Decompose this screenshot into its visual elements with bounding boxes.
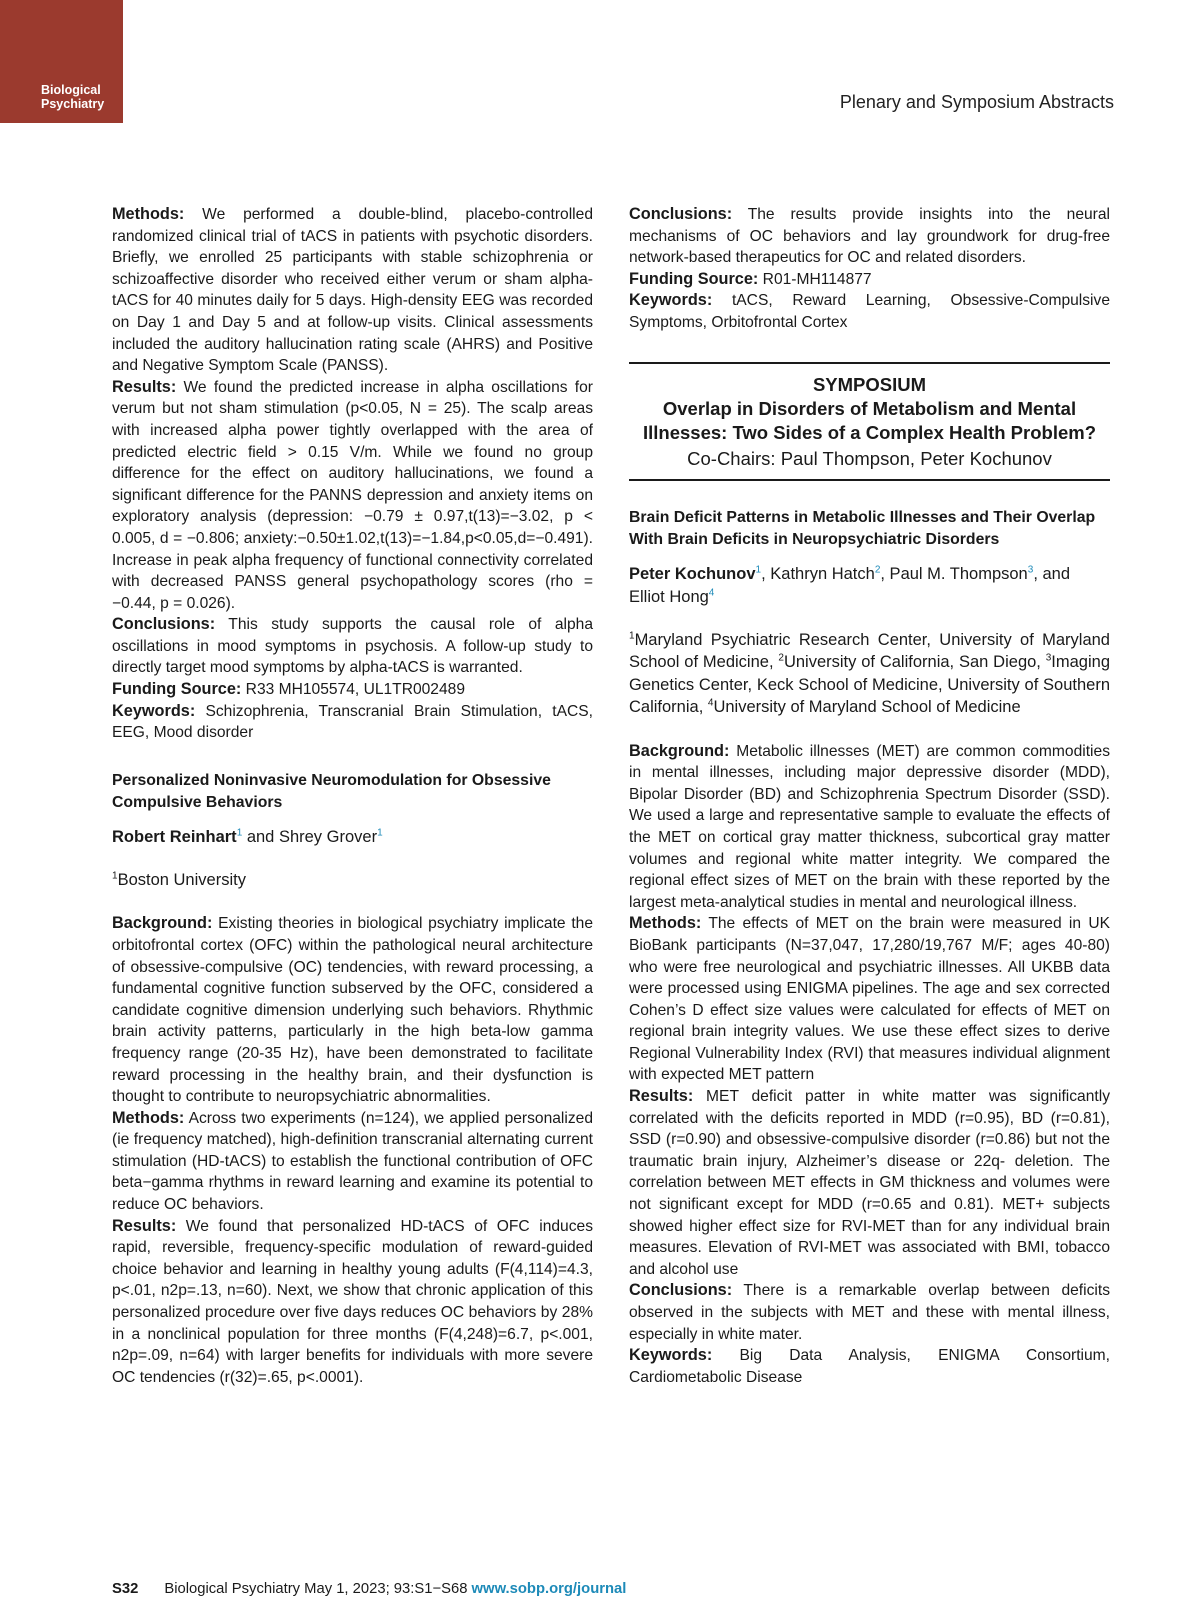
- affiliation-number: 1: [112, 870, 118, 882]
- affiliations: [112, 869, 593, 892]
- page-number: S32: [112, 1581, 139, 1597]
- affiliation-ref[interactable]: 3: [1027, 564, 1034, 576]
- citation: Biological Psychiatry May 1, 2023; 93:S1−S68: [164, 1581, 472, 1597]
- abstract-body: [112, 913, 593, 1388]
- section-label: Background:: [112, 914, 213, 933]
- section-label: Methods:: [112, 1108, 185, 1127]
- affiliation-number: 3: [1045, 652, 1052, 664]
- affiliations: [629, 629, 1110, 719]
- section-label: Results:: [112, 1216, 177, 1235]
- journal-logo: [0, 0, 123, 123]
- affiliation-number: 1: [629, 630, 635, 642]
- section-text: The effects of MET on the brain were measured in UK BioBank participants (N=37,047, 17,280/19,767 M/F; ages 40-80) who were free neurological and psychiatric illnesses. All UKBB data were processed using ENIGMA pipelines. The age and sex corrected Cohen’s D effect size values were calculated for effects of MET on regional brain integrity values. We use these effect sizes to derive Regional Vulnerability Index (RVI) that measures individual alignment with expected MET pattern: [629, 915, 1110, 1084]
- affiliation-ref[interactable]: 4: [708, 587, 715, 599]
- section-text: MET deficit patter in white matter was significantly correlated with the deficits reported in MDD (r=0.95), BD (r=0.81), SSD (r=0.90) and obsessive-compulsive disorder (r=0.86) but not the traumatic brain injury, Alzheimer’s disease or 22q- deletion. The correlation between MET effects in GM thickness and volumes were not significant except for MDD (r=0.65 and 0.81). MET+ subjects showed higher effect size for RVI-MET than for any individual brain measures. Elevation of RVI-MET was associated with BMI, tobacco and alcohol use: [629, 1088, 1110, 1278]
- affiliation-text: Maryland Psychiatric Research Center, University of Maryland School of Medicine,: [629, 630, 1110, 672]
- abstract-body: [629, 741, 1110, 1389]
- background-paragraph: [112, 913, 593, 1107]
- section-text: Schizophrenia, Transcranial Brain Stimulation, tACS, EEG, Mood disorder: [112, 702, 593, 742]
- page-footer: [112, 1581, 626, 1597]
- logo-line-2: Psychiatry: [41, 96, 105, 111]
- section-label: Funding Source:: [112, 680, 242, 699]
- section-text: We performed a double-blind, placebo-controlled randomized clinical trial of tACS in patients with psychotic disorders. Briefly, we enrolled 25 participants with stable schizophrenia or schizoaffective disorder who received either verum or sham alpha-tACS for 40 minutes daily for 5 days. High-density EEG was recorded on Day 1 and Day 5 and at follow-up visits. Clinical assessments included the auditory hallucination rating scale (AHRS) and Positive and Negative Symptom Scale (PANSS).: [112, 206, 593, 375]
- right-column: [629, 204, 1110, 1388]
- conclusions-paragraph: [629, 1280, 1110, 1345]
- author-name: , Paul M. Thompson: [880, 564, 1028, 583]
- section-label: Methods:: [112, 205, 185, 223]
- affiliation-text: University of California, San Diego,: [783, 653, 1046, 672]
- affiliation-number: 2: [778, 652, 784, 664]
- section-text: Existing theories in biological psychiatry implicate the orbitofrontal cortex (OFC) within the pathological neural architecture of obsessive-compulsive (OC) tendencies, with reward processing, a fundamental cognitive function subserved by the OFC, considered a candidate cognitive dimension underlying such behaviors. Rhythmic brain activity patterns, particularly in the high beta-low gamma frequency range (20-35 Hz), have been demonstrated to facilitate reward processing in the healthy brain, and their dysfunction is thought to contribute to neuropsychiatric abnormalities.: [112, 915, 593, 1106]
- affiliation-ref[interactable]: 1: [377, 827, 383, 839]
- author-name: , Kathryn Hatch: [761, 564, 875, 583]
- symposium-chairs: Co-Chairs: Paul Thompson, Peter Kochunov: [687, 447, 1052, 469]
- section-label: Background:: [629, 741, 730, 760]
- affiliation-ref[interactable]: 1: [755, 564, 762, 576]
- author-separator: and: [242, 827, 279, 846]
- logo-line-1: Biological: [41, 83, 101, 97]
- keywords-paragraph: [112, 701, 593, 744]
- keywords-paragraph: [629, 290, 1110, 333]
- section-label: Funding Source:: [629, 269, 759, 288]
- funding-paragraph: [629, 269, 1110, 291]
- author-name: , and Elliot Hong: [629, 564, 1071, 606]
- abstract-title: Personalized Noninvasive Neuromodulation for Obsessive Compulsive Behaviors: [112, 771, 551, 811]
- methods-paragraph: [112, 1108, 593, 1216]
- section-text: R01-MH114877: [758, 270, 872, 288]
- results-paragraph: [629, 1086, 1110, 1280]
- section-label: Results:: [629, 1087, 694, 1106]
- section-text: This study supports the causal role of alpha oscillations in mood symptoms in psychosis. A follow-up study to directly target mood symptoms by alpha-tACS is warranted.: [112, 616, 593, 677]
- funding-paragraph: [112, 679, 593, 701]
- symposium-title: Overlap in Disorders of Metabolism and Mental Illnesses: Two Sides of a Complex Health Problem?: [642, 397, 1096, 444]
- methods-paragraph: [629, 913, 1110, 1086]
- author-name: Robert Reinhart: [112, 827, 237, 846]
- left-column: [112, 204, 593, 1388]
- author-list: [629, 563, 1110, 609]
- methods-paragraph: [112, 204, 593, 377]
- affiliation-text: University of Maryland School of Medicine: [713, 698, 1021, 717]
- section-label: Keywords:: [629, 291, 713, 310]
- author-name: Peter Kochunov: [629, 564, 756, 583]
- section-label: Keywords:: [112, 701, 196, 720]
- section-text: There is a remarkable overlap between deficits observed in the subjects with MET and these with mental illness, especially in white mater.: [629, 1282, 1110, 1343]
- section-label: Conclusions:: [629, 205, 733, 223]
- results-paragraph: [112, 1216, 593, 1389]
- conclusions-paragraph: [629, 204, 1110, 269]
- affiliation-ref[interactable]: 1: [236, 827, 243, 839]
- symposium-label: SYMPOSIUM: [812, 373, 927, 395]
- affiliation-text: Imaging Genetics Center, Keck School of Medicine, University of Southern California,: [629, 653, 1110, 717]
- journal-logo-text: [41, 84, 104, 111]
- section-text: We found the predicted increase in alpha oscillations for verum but not sham stimulation (p<0.05, N = 25). The scalp areas with increased alpha power tightly overlapped with the area of predicted electric field > 0.15 V/m. While we found no group difference for the effect on auditory hallucinations, we found a significant difference for the PANNS depression and anxiety items on exploratory analysis (depression: −0.79 ± 0.97,t(13)=−3.02, p < 0.005, d = −0.806; anxiety:−0.50±1.02,t(13)=−1.84,p<0.05,d=−0.491). Increase in peak alpha frequency of functional connectivity correlated with decreased PANSS general psychopathology scores (rho = −0.44, p = 0.026).: [112, 378, 593, 612]
- section-label: Keywords:: [629, 1346, 713, 1365]
- background-paragraph: [629, 741, 1110, 914]
- keywords-paragraph: [629, 1345, 1110, 1388]
- conclusions-paragraph: [112, 614, 593, 679]
- section-text: The results provide insights into the neural mechanisms of OC behaviors and lay groundwork for drug-free network-based therapeutics for OC and related disorders.: [629, 206, 1110, 267]
- section-label: Methods:: [629, 914, 702, 933]
- results-paragraph: [112, 377, 593, 615]
- affiliation-number: 4: [707, 697, 714, 709]
- section-text: We found that personalized HD-tACS of OFC induces rapid, reversible, frequency-specific modulation of reward-guided choice behavior and learning in healthy young adults (F(4,114)=4.3, p<.01, n2p=.13, n=60). Next, we show that chronic application of this personalized procedure over five days reduces OC behaviors by 28% in a nonclinical population for three months (F(4,248)=6.7, p<.001, n2p=.09, n=64) with larger benefits for individuals with more severe OC tendencies (r(32)=.65, p<.0001).: [112, 1217, 593, 1386]
- author-name: Shrey Grover: [278, 827, 378, 846]
- section-text: Metabolic illnesses (MET) are common commodities in mental illnesses, including major depressive disorder (MDD), Bipolar Disorder (BD) and Schizophrenia Spectrum Disorder (SSD). We used a large and representative sample to evaluate the effects of the MET on cortical gray matter thickness, subcortical gray matter volumes and regional white matter integrity. We compared the regional effect sizes of MET on the brain with these reported by the largest meta-analytical studies in mental and neurological illness.: [629, 742, 1110, 911]
- abstract-title: Brain Deficit Patterns in Metabolic Illnesses and Their Overlap With Brain Deficits in Neuropsychiatric Disorders: [629, 508, 1096, 548]
- section-label: Results:: [112, 377, 177, 396]
- section-text: Big Data Analysis, ENIGMA Consortium, Cardiometabolic Disease: [629, 1347, 1110, 1386]
- section-text: R33 MH105574, UL1TR002489: [241, 681, 465, 699]
- section-text: Across two experiments (n=124), we applied personalized (ie frequency matched), high-definition transcranial alternating current stimulation (HD-tACS) to establish the functional contribution of OFC beta−gamma rhythms in reward learning and examine its potential to reduce OC behaviors.: [112, 1109, 593, 1214]
- running-head: Plenary and Symposium Abstracts: [839, 92, 1114, 112]
- affiliation-text: Boston University: [117, 870, 246, 889]
- section-label: Conclusions:: [112, 615, 216, 634]
- section-label: Conclusions:: [629, 1281, 733, 1300]
- symposium-header: [629, 362, 1110, 481]
- journal-link[interactable]: www.sobp.org/journal: [471, 1581, 627, 1597]
- section-text: tACS, Reward Learning, Obsessive-Compulsive Symptoms, Orbitofrontal Cortex: [629, 292, 1110, 331]
- author-list: [112, 826, 593, 849]
- affiliation-ref[interactable]: 2: [874, 564, 881, 576]
